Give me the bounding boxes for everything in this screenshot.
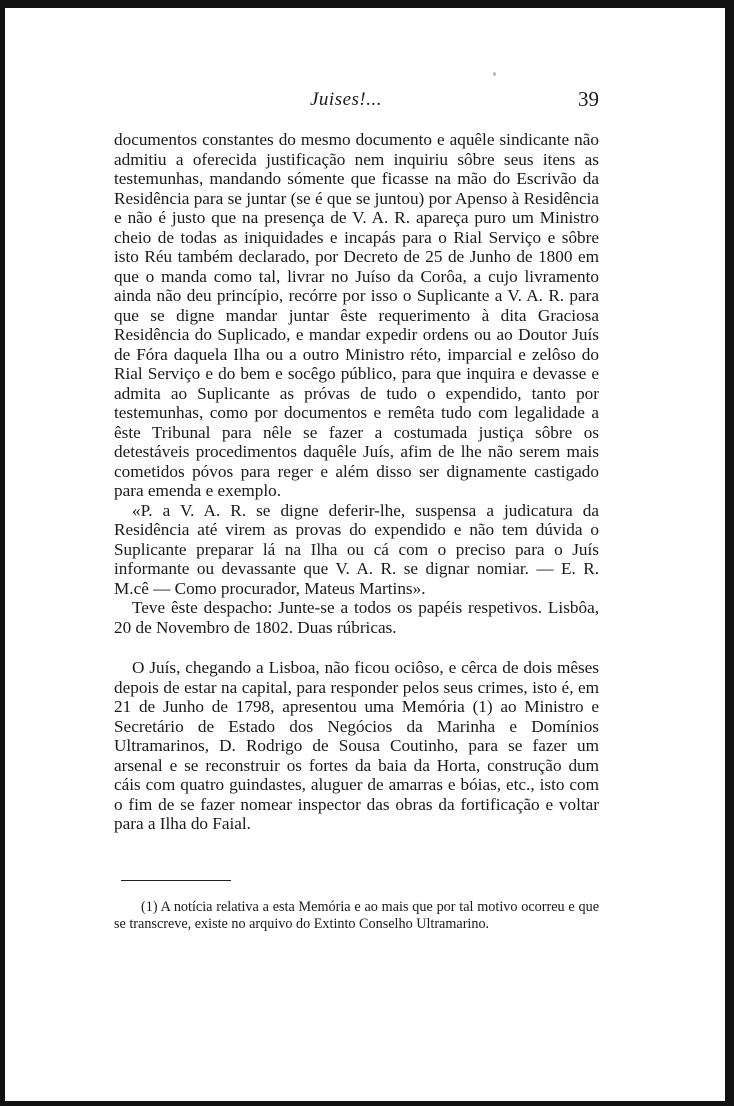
footnote-text: (1) A notícia relativa a esta Memória e ao mais que por tal motivo ocorreu e que se transcreve, existe no arquivo do Extinto Conselho Ultramarino. bbox=[114, 899, 599, 932]
footnote-rule bbox=[121, 880, 231, 881]
scan-speck bbox=[493, 72, 496, 76]
page-number: 39 bbox=[578, 87, 599, 111]
paragraph-3: Teve êste despacho: Junte-se a todos os papéis respetivos. Lisbôa, 20 de Novembro de 1802. Duas rúbricas. bbox=[114, 598, 599, 637]
paragraph-1: documentos constantes do mesmo documento e aquêle sindicante não admitiu a oferecida justificação nem inquiriu sôbre seus itens as testemunhas, mandando sómente que ficasse na mão do Escrivão da Residência para se juntar (se é que se juntou) por Apenso à Residência e não é justo que na presença de V. A. R. apareça puro um Ministro cheio de todas as iniquidades e incapás para o Rial Serviço e sôbre isto Réu também declarado, por Decreto de 25 de Junho de 1800 em que o manda como tal, livrar no Juíso da Corôa, a cujo livramento ainda não deu princípio, recórre por isso o Suplicante a V. A. R. para que se digne mandar juntar êste requerimento à dita Graciosa Residência do Suplicado, e mandar expedir ordens ou ao Doutor Juís de Fóra daquela Ilha ou a outro Ministro réto, imparcial e zelôso do Rial Serviço e do bem e socêgo público, para que inquira e devasse e admita ao Suplicante as próvas de tudo o expendido, tanto por testemunhas, como por documentos e remêta tudo com legalidade a êste Tribunal para nêle se fazer a costumada justiça sôbre os detestáveis procedimentos daquêle Juís, afim de lhe não serem mais cometidos póvos para reger e além disso ser dignamente castigado para emenda e exemplo. bbox=[114, 130, 599, 500]
running-header bbox=[114, 87, 599, 117]
paragraph-2: «P. a V. A. R. se digne deferir-lhe, suspensa a judicatura da Residência até virem as provas do expendido e não tem dúvida o Suplicante preparar lá na Ilha ou cá com o preciso para o Juís informante ou devassante que V. A. R. se dignar nomiar. — E. R. M.cê — Como procurador, Mateus Martins». bbox=[114, 500, 599, 598]
scan-border-right bbox=[725, 0, 734, 1106]
scan-border-left bbox=[0, 0, 5, 1106]
scan-border-top bbox=[0, 0, 734, 8]
body-text bbox=[114, 130, 599, 834]
running-title: Juises!... bbox=[310, 89, 383, 110]
scan-border-bottom bbox=[0, 1101, 734, 1106]
paragraph-4: O Juís, chegando a Lisboa, não ficou ociôso, e cêrca de dois mêses depois de estar na capital, para responder pelos seus crimes, isto é, em 21 de Junho de 1798, apresentou uma Memória (1) ao Ministro e Secretário de Estado dos Negócios da Marinha e Domínios Ultramarinos, D. Rodrigo de Sousa Coutinho, para se fazer um arsenal e se reconstruir os fortes da baia da Horta, construção dum cáis com quatro guindastes, aluguer de amarras e bóias, etc., isto com o fim de se fazer nomear inspector das obras da fortificação e voltar para a Ilha do Faial. bbox=[114, 658, 599, 833]
footnote bbox=[114, 899, 599, 932]
